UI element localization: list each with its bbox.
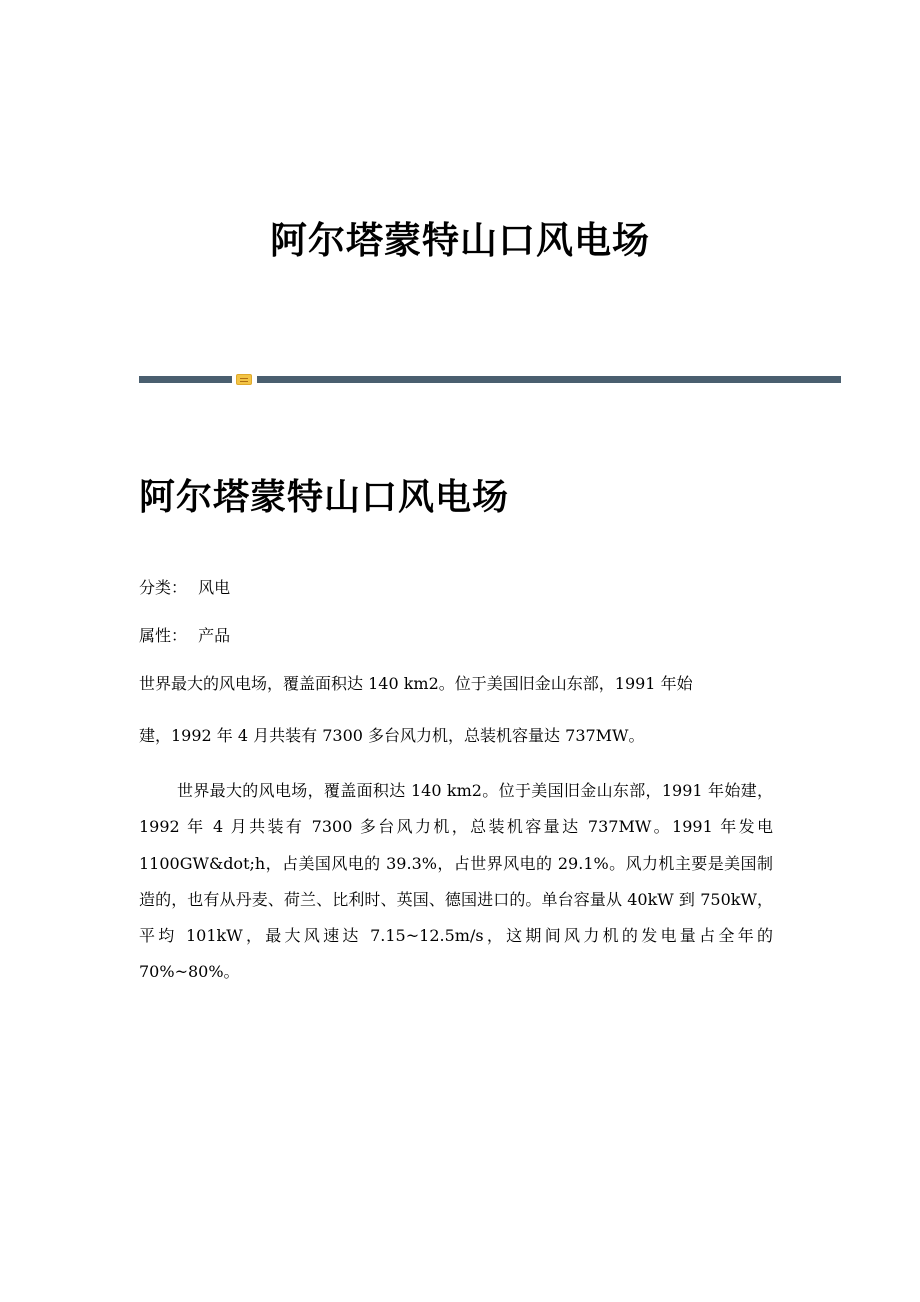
cover-title: 阿尔塔蒙特山口风电场: [270, 218, 650, 262]
category-value: 风电: [198, 578, 231, 597]
body-paragraph: 世界最大的风电场，覆盖面积达 140 km2。位于美国旧金山东部，1991 年始建，1992 年 4 月共装有 7300 多台风力机，总装机容量达 737MW。1991 年发电 1100GW&dot;h，占美国风电的 39.3%，占世界风电的 29.1%。风力机主要是美国制造的，也有从丹麦、荷兰、比利时、英国、德国进口的。单台容量从 40kW 到 750kW，平均 101kW，最大风速达 7.15~12.5m/s，这期间风力机的发电量占全年的 70%~80%。: [139, 781, 773, 982]
divider-bar-left: [139, 376, 232, 383]
summary-line-1: 世界最大的风电场，覆盖面积达 140 km2。位于美国旧金山东部，1991 年始: [139, 674, 693, 693]
article-title: 阿尔塔蒙特山口风电场: [139, 476, 510, 518]
divider-ornament-icon: [236, 374, 252, 385]
divider-bar-right: [257, 376, 841, 383]
attribute-row: [139, 624, 230, 648]
category-row: [139, 576, 230, 600]
attribute-label: 属性：: [139, 626, 188, 645]
summary-paragraph: [139, 671, 775, 749]
summary-line-2: 建，1992 年 4 月共装有 7300 多台风力机，总装机容量达 737MW。: [139, 726, 645, 745]
category-label: 分类：: [139, 578, 188, 597]
attribute-value: 产品: [198, 626, 231, 645]
section-divider: [139, 374, 841, 386]
